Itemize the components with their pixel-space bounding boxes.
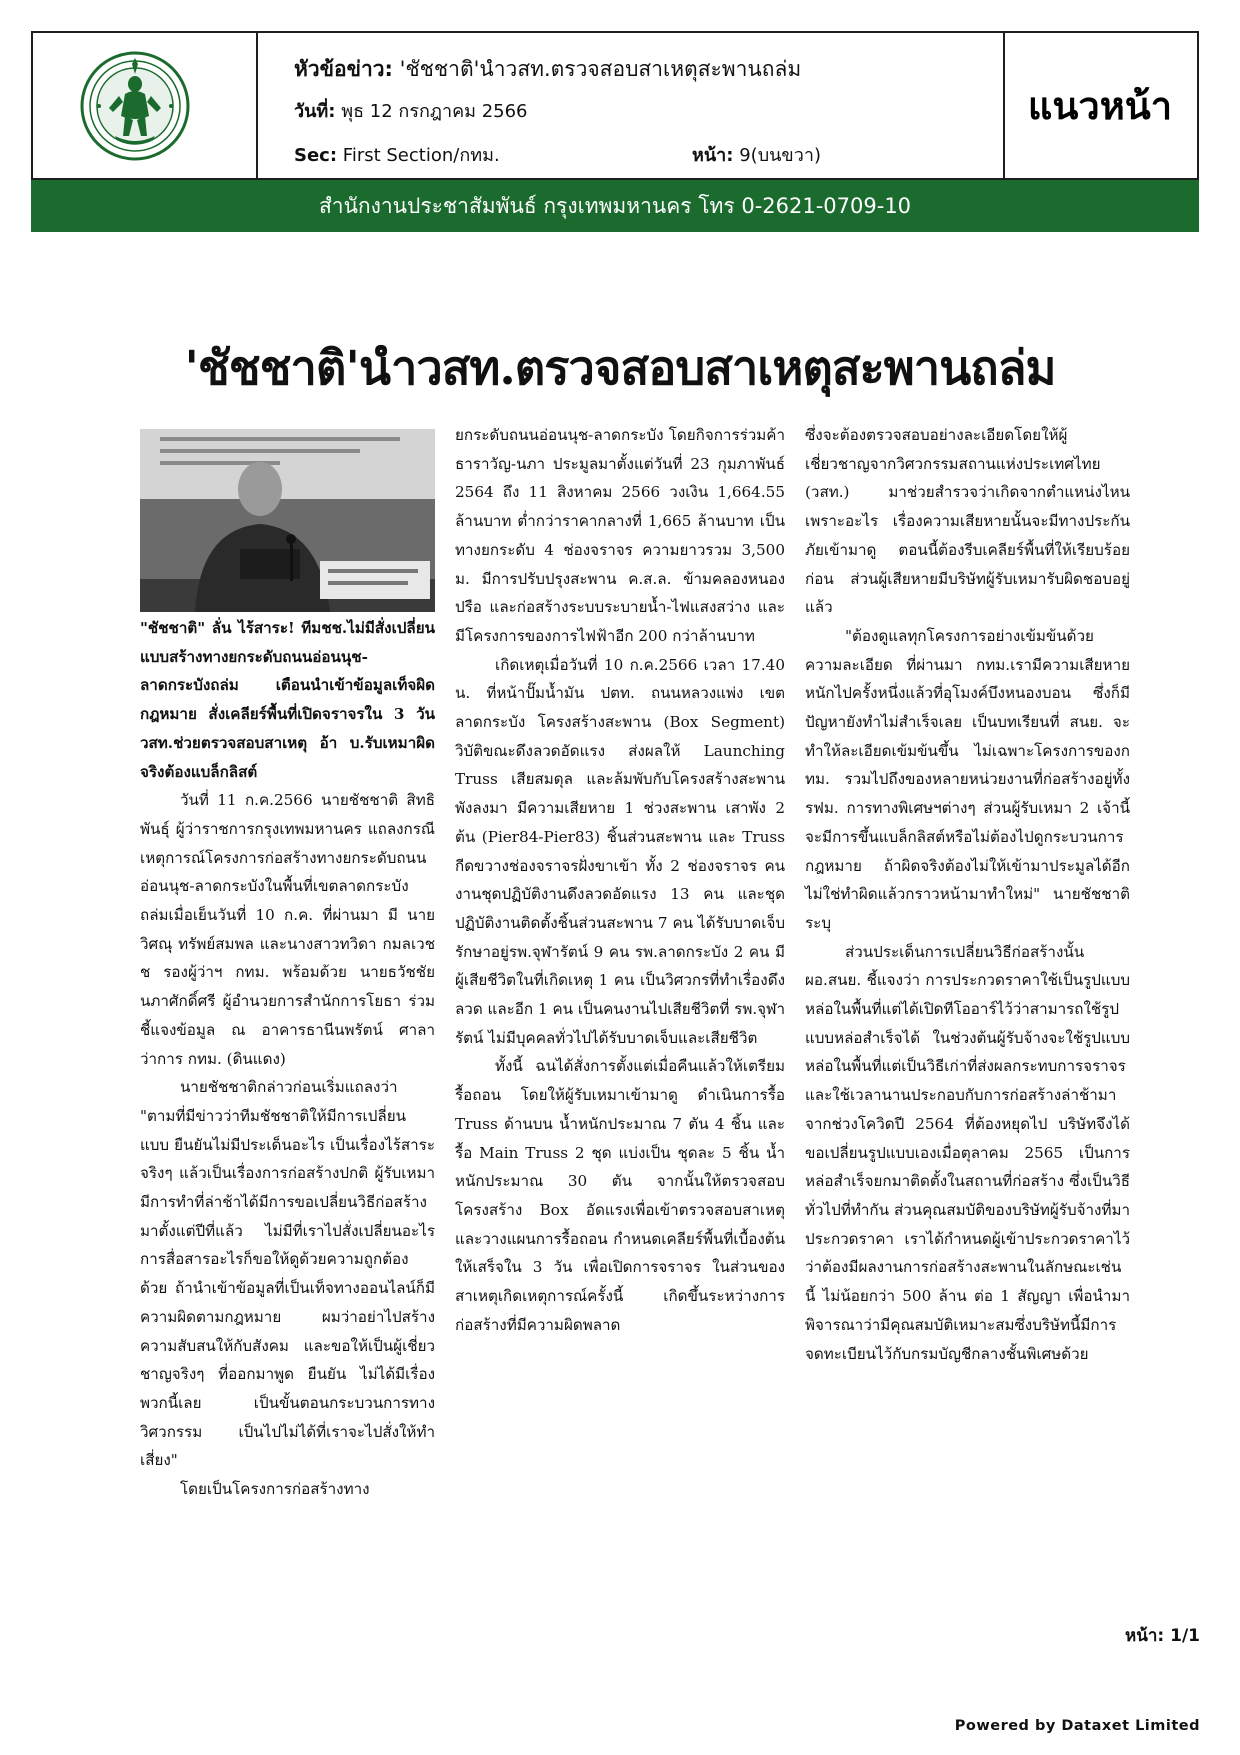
article-lead: "ชัชชาติ" ลั่น ไร้สาระ! ทีมชช.ไม่มีสั่งเปลี่ยนแบบสร้างทางยกระดับถนนอ่อนนุช-ลาดกระบังถล่ม เตือนนำเข้าข้อมูลเท็จผิดกฎหมาย สั่งเคลียร์พื้นที่เปิดจราจรใน 3 วัน วสท.ช่วยตรวจสอบสาเหตุ อ้า บ.รับเหมาผิดจริงต้องแบล็กลิสต์	[140, 619, 435, 781]
newspaper-name: แนวหน้า	[1027, 84, 1173, 128]
page-number	[1125, 1622, 1200, 1649]
article-paragraph: ทั้งนี้ ฉนได้สั่งการตั้งแต่เมื่อคืนแล้วให้เตรียมรื้อถอน โดยให้ผู้รับเหมาเข้ามาดู ดำเนินการรื้อ Truss ด้านบน น้ำหนักประมาณ 7 ตัน 4 ชิ้น และรื้อ Main Truss 2 ชุด แบ่งเป็น ชุดละ 5 ชิ้น น้ำหนักประมาณ 30 ตัน จากนั้นให้ตรวจสอบโครงสร้าง Box อัดแรงเพื่อเข้าตรวจสอบสาเหตุและวางแผนการรื้อถอน กำหนดเคลียร์พื้นที่เบื้องต้นให้เสร็จใน 3 วัน เพื่อเปิดการจราจร ในส่วนของสาเหตุเกิดเหตุการณ์ครั้งนี้ เกิดขึ้นระหว่างการก่อสร้างที่มีความผิดพลาด	[455, 1057, 785, 1334]
article-photo	[140, 429, 435, 612]
article-paragraph: เกิดเหตุเมื่อวันที่ 10 ก.ค.2566 เวลา 17.40 น. ที่หน้าปั๊มน้ำมัน ปตท. ถนนหลวงแพ่ง เขตลาดกระบัง โครงสร้างสะพาน (Box Segment) วิบัติขณะดึงลวดอัดแรง ส่งผลให้ Launching Truss เสียสมดุล และล้มพับกับโครงสร้างสะพานพังลงมา มีความเสียหาย 1 ช่วงสะพาน เสาพัง 2 ต้น (Pier84-Pier83) ชิ้นส่วนสะพาน และ Truss กีดขวางช่องจราจรฝั่งขาเข้า ทั้ง 2 ช่องจราจร คนงานชุดปฏิบัติงานดึงลวดอัดแรง 13 คน และชุดปฏิบัติงานติดตั้งชิ้นส่วนสะพาน 7 คน ได้รับบาดเจ็บ รักษาอยู่รพ.จุฬารัตน์ 9 คน รพ.ลาดกระบัง 2 คน มีผู้เสียชีวิตในที่เกิดเหตุ 1 คน เป็นวิศวกรที่ทำเรื่องดึงลวด และอีก 1 คน เป็นคนงานไปเสียชีวิตที่ รพ.จุฬารัตน์ ไม่มีบุคคลทั่วไปได้รับบาดเจ็บและเสียชีวิต	[455, 655, 785, 1047]
date-row	[294, 96, 528, 125]
clipping-header	[31, 31, 1199, 180]
article-paragraph: โดยเป็นโครงการก่อสร้างทาง	[180, 1480, 370, 1499]
date-value: พุธ 12 กรกฎาคม 2566	[341, 101, 528, 122]
page-ref	[692, 140, 821, 169]
article-title: 'ชัชชาติ'นำวสท.ตรวจสอบสาเหตุสะพานถล่ม	[184, 341, 1056, 396]
article-paragraph: วันที่ 11 ก.ค.2566 นายชัชชาติ สิทธิพันธุ์ ผู้ว่าราชการกรุงเทพมหานคร แถลงกรณีเหตุการณ์โครงการก่อสร้างทางยกระดับถนนอ่อนนุช-ลาดกระบังในพื้นที่เขตลาดกระบังถล่มเมื่อเย็นวันที่ 10 ก.ค. ที่ผ่านมา มี นายวิศณุ ทรัพย์สมพล และนางสาวทวิดา กมลเวชช รองผู้ว่าฯ กทม. พร้อมด้วย นายธวัชชัย นภาศักดิ์ศรี ผู้อำนวยการสำนักการโยธา ร่วมชี้แจงข้อมูล ณ อาคารธานีนพรัตน์ ศาลาว่าการ กทม. (ดินแดง)	[140, 791, 435, 1068]
sec-value: First Section/กทม.	[342, 145, 500, 166]
page-number-label: หน้า:	[1125, 1626, 1165, 1646]
office-contact-text: สำนักงานประชาสัมพันธ์ กรุงเทพมหานคร โทร 0-2621-0709-10	[318, 193, 912, 218]
article-column-1	[140, 614, 435, 1504]
sec-label: Sec:	[294, 145, 338, 166]
bangkok-seal-logo	[79, 50, 191, 162]
page-ref-value: 9(บนขวา)	[739, 145, 821, 166]
headline-label: หัวข้อข่าว:	[294, 57, 393, 81]
clipping-meta	[256, 33, 1005, 178]
article-paragraph: นายชัชชาติกล่าวก่อนเริ่มแถลงว่า "ตามที่มีข่าวว่าทีมชัชชาติให้มีการเปลี่ยนแบบ ยืนยันไม่มีประเด็นอะไร เป็นเรื่องไร้สาระ จริงๆ แล้วเป็นเรื่องการก่อสร้างปกติ ผู้รับเหมามีการทำที่ล่าช้าได้มีการขอเปลี่ยนวิธีก่อสร้างมาตั้งแต่ปีที่แล้ว ไม่มีที่เราไปสั่งเปลี่ยนอะไร การสื่อสารอะไรก็ขอให้ดูด้วยความถูกต้องด้วย ถ้านำเข้าข้อมูลที่เป็นเท็จทางออนไลน์ก็มีความผิดตามกฎหมาย ผมว่าอย่าไปสร้างความสับสนให้กับสังคม และขอให้เป็นผู้เชี่ยวชาญจริงๆ ที่ออกมาพูด ยืนยัน ไม่ได้มีเรื่องพวกนี้เลย เป็นขั้นตอนกระบวนการทางวิศวกรรม เป็นไปไม่ได้ที่เราจะไปสั่งให้ทำเสี่ยง"	[140, 1078, 435, 1470]
page-number-value: 1/1	[1170, 1626, 1200, 1646]
office-contact-bar	[31, 180, 1199, 232]
article-paragraph: ซึ่งจะต้องตรวจสอบอย่างละเอียดโดยให้ผู้เชี่ยวชาญจากวิศวกรรมสถานแห่งประเทศไทย (วสท.) มาช่วยสำรวจว่าเกิดจากตำแหน่งไหนเพราะอะไร เรื่องความเสียหายนั้นจะมีทางประกันภัยเข้ามาดู ตอนนี้ต้องรีบเคลียร์พื้นที่ให้เรียบร้อยก่อน ส่วนผู้เสียหายมีบริษัทผู้รับเหมารับผิดชอบอยู่แล้ว	[805, 426, 1130, 617]
article-column-2	[455, 421, 785, 1340]
article-paragraph: ยกระดับถนนอ่อนนุช-ลาดกระบัง โดยกิจการร่วมค้า ธาราวัญ-นภา ประมูลมาตั้งแต่วันที่ 23 กุมภาพันธ์ 2564 ถึง 11 สิงหาคม 2566 วงเงิน 1,664.55 ล้านบาท ต่ำกว่าราคากลางที่ 1,665 ล้านบาท เป็นทางยกระดับ 4 ช่องจราจร ความยาวรวม 3,500 ม. มีการปรับปรุงสะพาน ค.ส.ล. ข้ามคลองหนองปรือ และก่อสร้างระบบระบายน้ำ-ไฟแสงสว่าง และมีโครงการของการไฟฟ้าอีก 200 กว่าล้านบาท	[455, 426, 785, 645]
article-column-3	[805, 421, 1130, 1368]
headline-value: 'ชัชชาติ'นำวสท.ตรวจสอบสาเหตุสะพานถล่ม	[399, 57, 802, 81]
logo-cell	[33, 33, 258, 178]
date-label: วันที่:	[294, 101, 336, 122]
section-row	[294, 140, 500, 169]
article-paragraph: ส่วนประเด็นการเปลี่ยนวิธีก่อสร้างนั้น ผอ.สนย. ชี้แจงว่า การประกวดราคาใช้เป็นรูปแบบหล่อในพื้นที่แต่ได้เปิดทีโออาร์ไว้ว่าสามารถใช้รูปแบบหล่อสำเร็จได้ ในช่วงต้นผู้รับจ้างจะใช้รูปแบบหล่อในพื้นที่แต่เป็นวิธีเก่าที่ส่งผลกระทบการจราจรและใช้เวลานานประกอบกับการก่อสร้างล่าช้ามาจากช่วงโควิดปี 2564 ที่ต้องหยุดไป บริษัทจึงได้ขอเปลี่ยนรูปแบบเองเมื่อตุลาคม 2565 เป็นการหล่อสำเร็จยกมาติดตั้งในสถานที่ก่อสร้าง ซึ่งเป็นวิธีทั่วไปที่ทำกัน ส่วนคุณสมบัติของบริษัทผู้รับจ้างที่มาประกวดราคา เราได้กำหนดผู้เข้าประกวดราคาไว้ว่าต้องมีผลงานการก่อสร้างสะพานในลักษณะเช่นนี้ ไม่น้อยกว่า 500 ล้าน ต่อ 1 สัญญา เพื่อนำมาพิจารณาว่ามีคุณสมบัติเหมาะสมซึ่งบริษัทนี้มีการจดทะเบียนไว้กับกรมบัญชีกลางชั้นพิเศษด้วย	[805, 942, 1130, 1363]
powered-by: Powered by Dataxet Limited	[954, 1718, 1200, 1734]
newspaper-name-cell	[1003, 33, 1197, 178]
page-ref-label: หน้า:	[692, 145, 734, 166]
headline-row	[294, 53, 801, 86]
article-paragraph: "ต้องดูแลทุกโครงการอย่างเข้มข้นด้วยความละเอียด ที่ผ่านมา กทม.เรามีความเสียหายหนักไปครั้งหนึ่งแล้วที่อุโมงค์บึงหนองบอน ซึ่งก็มีปัญหายังทำไม่สำเร็จเลย เป็นบทเรียนที่ สนย. จะทำให้ละเอียดเข้มข้นขึ้น ไม่เฉพาะโครงการของกทม. รวมไปถึงของหลายหน่วยงานที่ก่อสร้างอยู่ทั้ง รฟม. การทางพิเศษฯต่างๆ ส่วนผู้รับเหมา 2 เจ้านี้จะมีการขึ้นแบล็กลิสต์หรือไม่ต้องไปดูกระบวนการกฎหมาย ถ้าผิดจริงต้องไม่ให้เข้ามาประมูลได้อีก ไม่ใช่ทำผิดแล้วกราวหน้ามาทำใหม่" นายชัชชาติ ระบุ	[805, 626, 1130, 932]
